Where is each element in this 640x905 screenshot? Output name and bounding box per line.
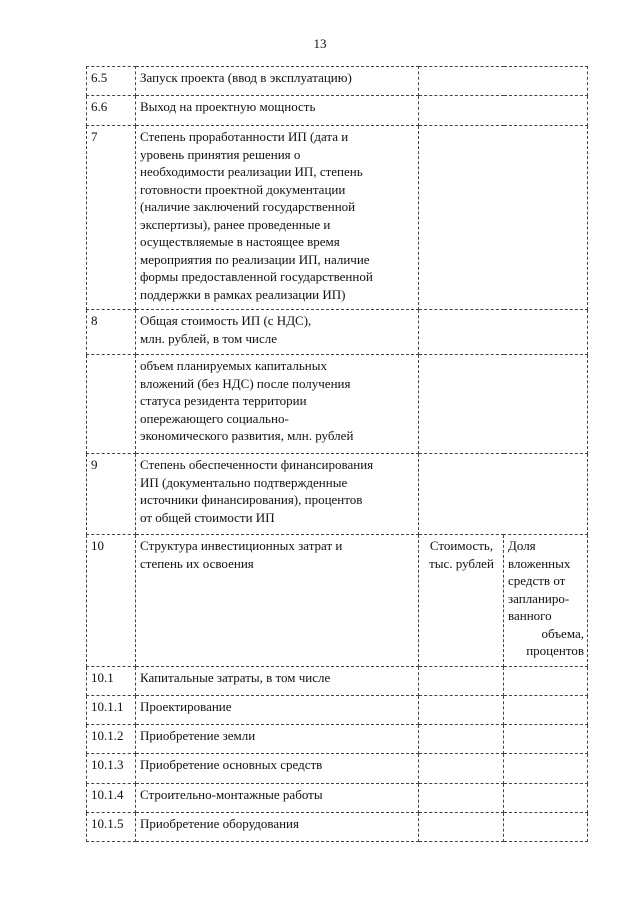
cost-cell bbox=[419, 754, 504, 784]
row-title-line: Общая стоимость ИП (с НДС), bbox=[140, 313, 312, 328]
table-row bbox=[87, 784, 588, 813]
row-title-line: формы предоставленной государственной bbox=[140, 269, 373, 284]
row-number: 10.1.3 bbox=[87, 754, 136, 784]
row-title: Проектирование bbox=[136, 696, 419, 725]
investment-project-table bbox=[86, 66, 588, 842]
table-row bbox=[87, 754, 588, 784]
row-title bbox=[136, 310, 419, 355]
row-number: 8 bbox=[87, 310, 136, 355]
row-title-line: мероприятия по реализации ИП, наличие bbox=[140, 251, 370, 267]
row-number: 6.5 bbox=[87, 67, 136, 96]
row-number: 10.1 bbox=[87, 667, 136, 696]
row-title-line: Выход на проектную мощность bbox=[140, 99, 316, 114]
table-row bbox=[87, 96, 588, 126]
row-title bbox=[136, 67, 419, 96]
row-title: Капитальные затраты, в том числе bbox=[136, 667, 419, 696]
cost-column-header bbox=[419, 535, 504, 667]
value-cell bbox=[419, 126, 588, 310]
cost-cell bbox=[419, 667, 504, 696]
row-title bbox=[136, 126, 419, 310]
row-title-line: степень их освоения bbox=[140, 555, 254, 571]
share-cell bbox=[504, 813, 588, 842]
row-title-line: ИП (документально подтвержденные bbox=[140, 474, 348, 490]
row-number: 9 bbox=[87, 454, 136, 535]
row-title-line: объем планируемых капитальных bbox=[140, 358, 327, 373]
row-title: Приобретение основных средств bbox=[136, 754, 419, 784]
row-title-line: Степень обеспеченности финансирования bbox=[140, 457, 374, 472]
row-title-line: источники финансирования), процентов bbox=[140, 492, 363, 507]
share-cell bbox=[504, 754, 588, 784]
share-cell bbox=[504, 696, 588, 725]
row-title bbox=[136, 535, 419, 667]
row-title-line: поддержки в рамках реализации ИП) bbox=[140, 286, 346, 302]
share-header-line: ванного bbox=[508, 608, 552, 623]
table-row bbox=[87, 126, 588, 310]
table-row bbox=[87, 454, 588, 535]
cost-header-line: Стоимость, bbox=[429, 538, 494, 553]
row-title-line: от общей стоимости ИП bbox=[140, 509, 275, 525]
row-title bbox=[136, 454, 419, 535]
table-row bbox=[87, 667, 588, 696]
row-title-line: готовности проектной документации bbox=[140, 181, 346, 197]
row-title: Приобретение земли bbox=[136, 725, 419, 754]
row-title-line: млн. рублей, в том числе bbox=[140, 330, 277, 346]
row-title: Строительно-монтажные работы bbox=[136, 784, 419, 813]
share-header-line: средств от bbox=[508, 573, 566, 588]
value-cell bbox=[419, 96, 588, 126]
value-cell bbox=[419, 355, 588, 454]
row-title: Приобретение оборудования bbox=[136, 813, 419, 842]
cost-cell bbox=[419, 784, 504, 813]
table-row bbox=[87, 813, 588, 842]
share-column-header bbox=[504, 535, 588, 667]
share-header-line: объема, bbox=[541, 625, 584, 641]
value-cell bbox=[419, 310, 588, 355]
row-number: 10.1.4 bbox=[87, 784, 136, 813]
share-header-line: процентов bbox=[526, 643, 584, 658]
value-cell bbox=[419, 67, 588, 96]
row-title-line: (наличие заключений государственной bbox=[140, 199, 356, 214]
value-cell bbox=[419, 454, 588, 535]
row-title-line: уровень принятия решения о bbox=[140, 146, 301, 162]
row-title-line: вложений (без НДС) после получения bbox=[140, 375, 351, 391]
row-number: 10.1.5 bbox=[87, 813, 136, 842]
row-number: 6.6 bbox=[87, 96, 136, 126]
row-title bbox=[136, 355, 419, 454]
cost-cell bbox=[419, 725, 504, 754]
table-row bbox=[87, 355, 588, 454]
table-header-row bbox=[87, 535, 588, 667]
cost-cell bbox=[419, 696, 504, 725]
table-row bbox=[87, 696, 588, 725]
row-title-line: Степень проработанности ИП (дата и bbox=[140, 129, 349, 144]
cost-header-line: тыс. рублей bbox=[429, 555, 494, 571]
cost-cell bbox=[419, 813, 504, 842]
table-row bbox=[87, 67, 588, 96]
share-cell bbox=[504, 784, 588, 813]
row-number: 10 bbox=[87, 535, 136, 667]
row-title-line: опережающего социально- bbox=[140, 410, 289, 426]
share-cell bbox=[504, 725, 588, 754]
row-title bbox=[136, 96, 419, 126]
row-title-line: необходимости реализации ИП, степень bbox=[140, 164, 363, 179]
share-header-line: Доля bbox=[508, 538, 536, 553]
row-title-line: Структура инвестиционных затрат и bbox=[140, 538, 343, 553]
row-title-line: Запуск проекта (ввод в эксплуатацию) bbox=[140, 70, 352, 85]
share-cell bbox=[504, 667, 588, 696]
row-title-line: статуса резидента территории bbox=[140, 393, 307, 408]
table-row bbox=[87, 725, 588, 754]
row-title-line: экономического развития, млн. рублей bbox=[140, 428, 354, 443]
row-number: 10.1.1 bbox=[87, 696, 136, 725]
share-header-line: запланиро- bbox=[508, 590, 570, 606]
share-header-line: вложенных bbox=[508, 555, 571, 571]
row-number: 7 bbox=[87, 126, 136, 310]
row-number: 10.1.2 bbox=[87, 725, 136, 754]
row-number bbox=[87, 355, 136, 454]
page-number: 13 bbox=[313, 36, 327, 51]
table-row bbox=[87, 310, 588, 355]
row-title-line: осуществляемые в настоящее время bbox=[140, 234, 340, 249]
row-title-line: экспертизы), ранее проведенные и bbox=[140, 216, 331, 232]
